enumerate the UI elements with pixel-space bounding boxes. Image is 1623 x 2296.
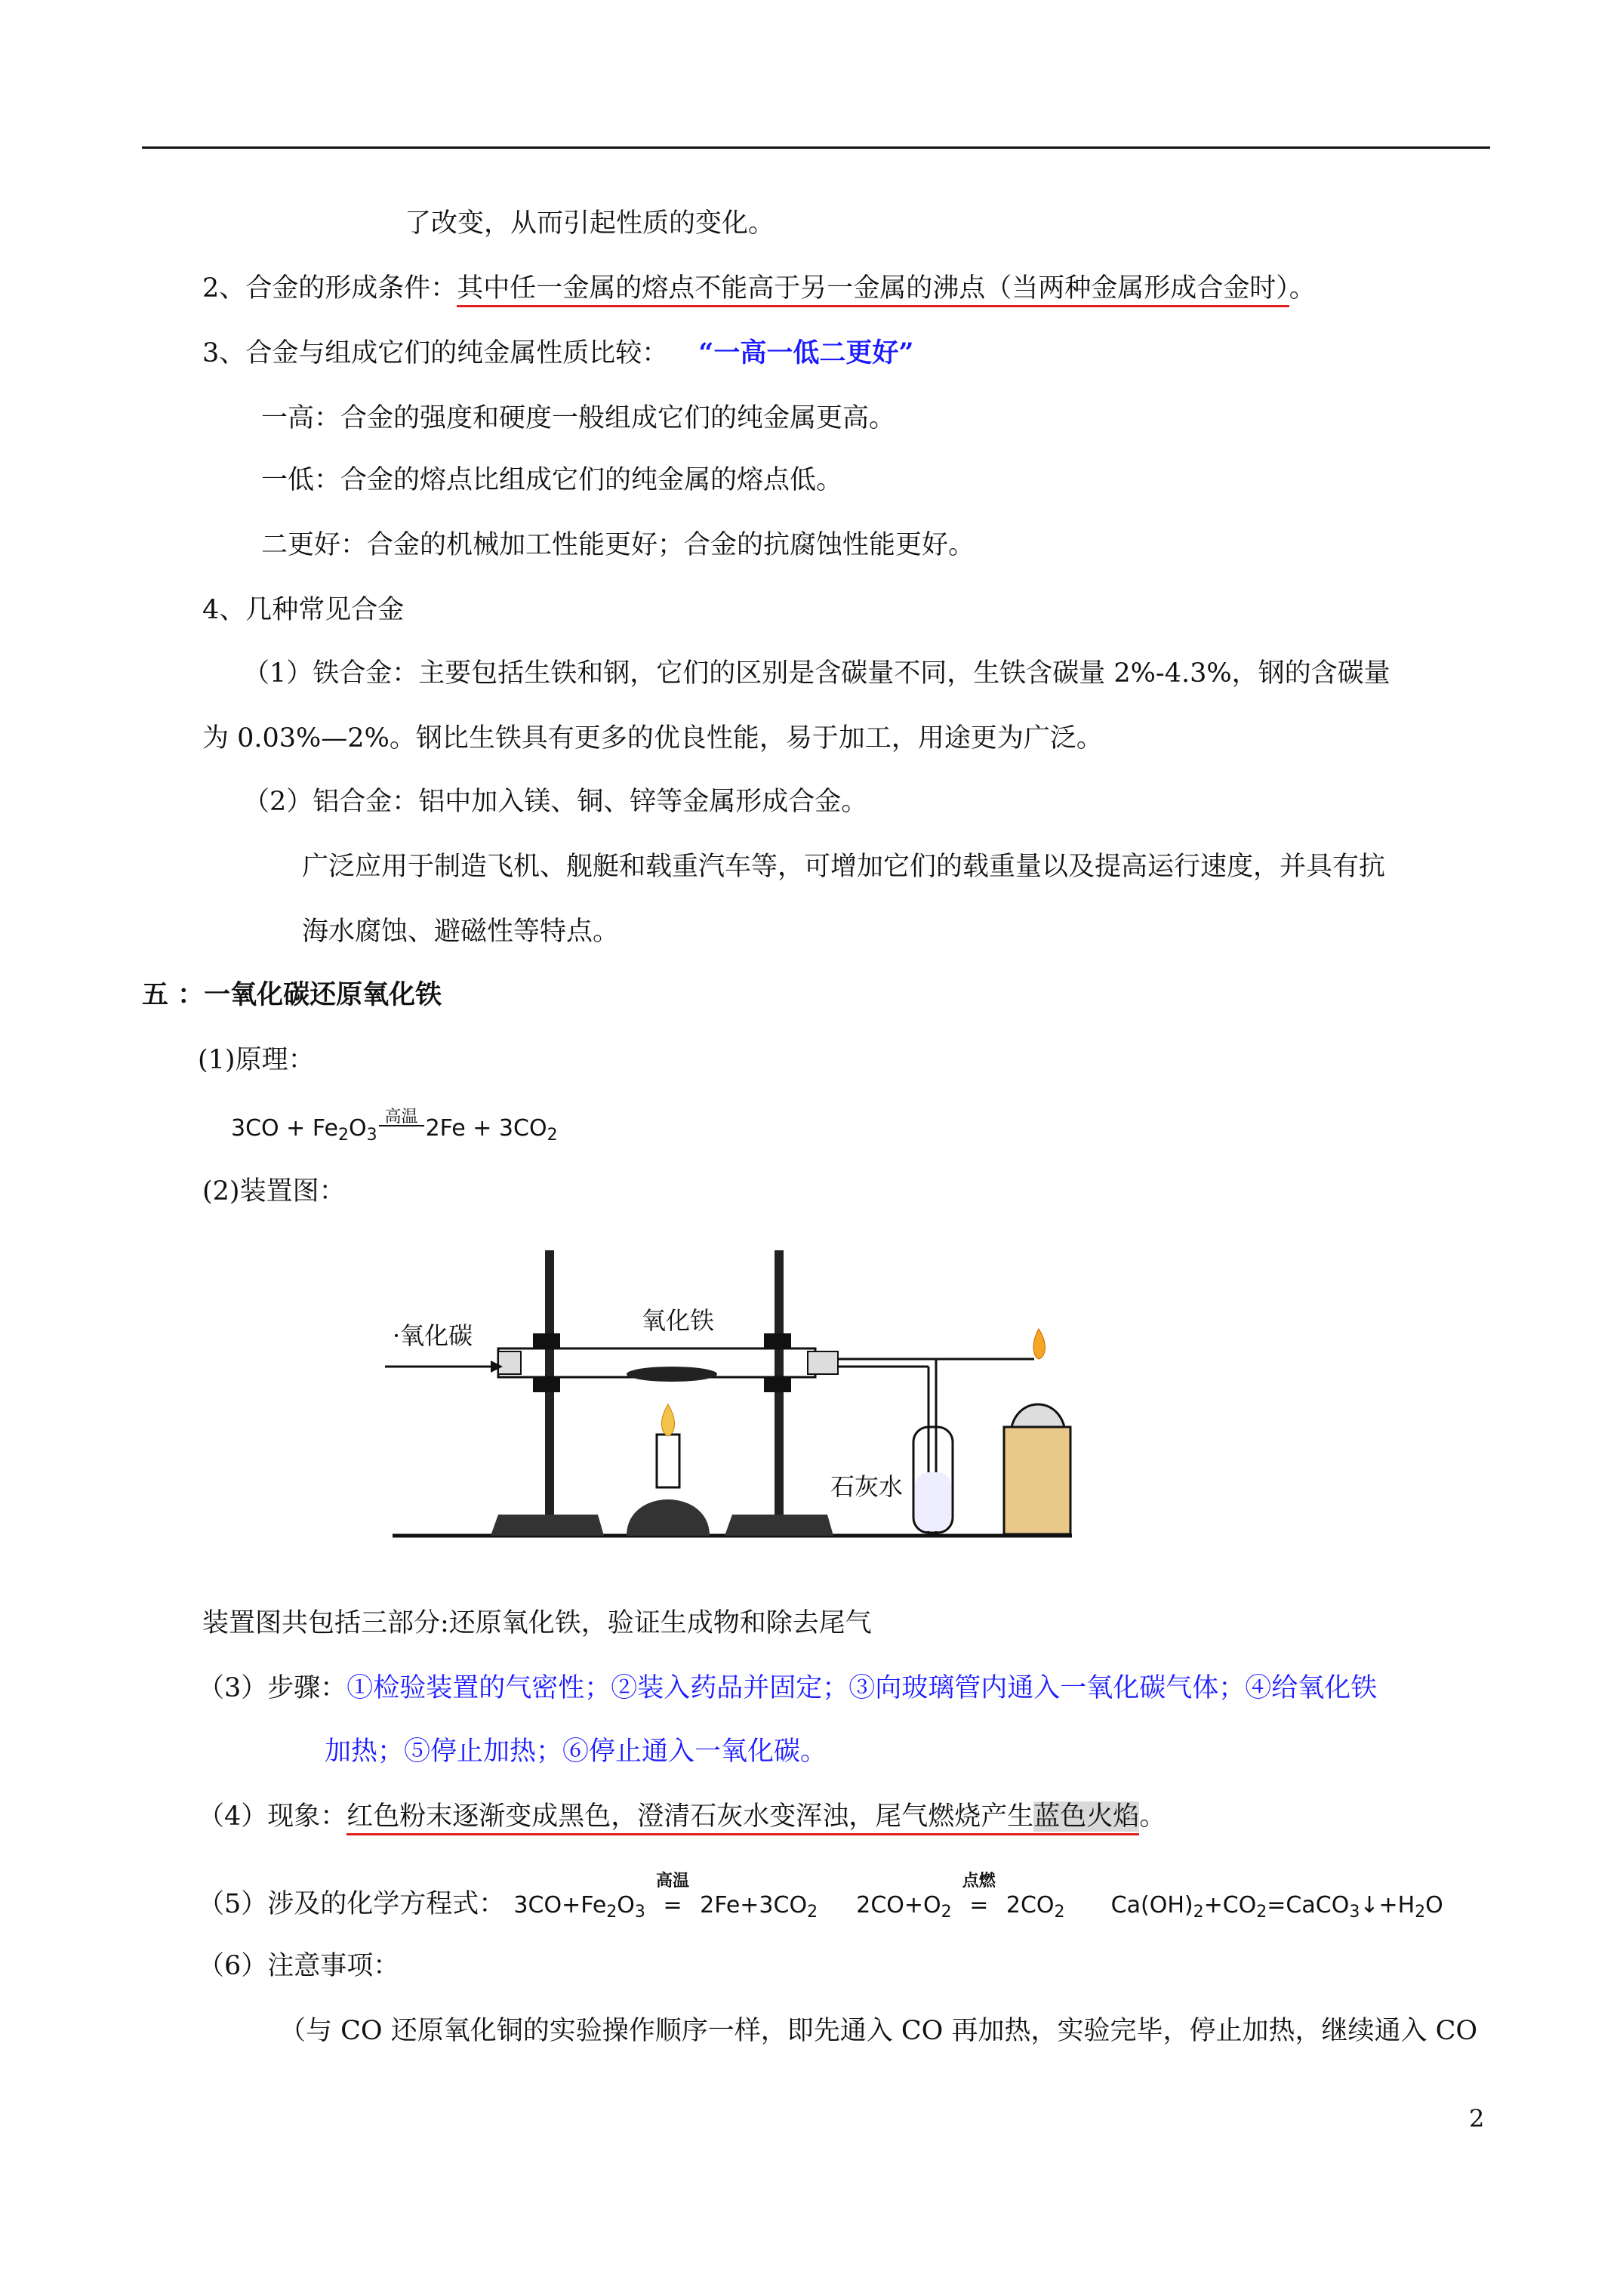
reaction-condition: 高温: [384, 1108, 418, 1126]
item-number-3: 3、合金与组成它们的纯金属性质比较：: [202, 338, 669, 368]
emphasis-phrase: “一高一低二更好”: [698, 337, 914, 368]
eq-term: ↓+H: [1360, 1892, 1415, 1918]
text-line: （1）铁合金：主要包括生铁和钢，它们的区别是含碳量不同，生铁含碳量 2%-4.3%，钢的含碳量: [243, 658, 1390, 689]
iron-oxide-powder: [627, 1367, 717, 1382]
subscript: 2: [1054, 1903, 1065, 1922]
eq-term: Ca(OH): [1110, 1892, 1193, 1918]
subscript: 2: [1256, 1903, 1267, 1922]
lime-water: [915, 1472, 951, 1531]
page-number: 2: [1469, 2104, 1485, 2133]
sub-heading: (2)装置图：: [202, 1176, 346, 1207]
tail-flame: [1033, 1329, 1045, 1359]
right-clamp-bottom: [764, 1377, 791, 1392]
eq-term: O: [348, 1115, 367, 1142]
subscript: 2: [941, 1903, 952, 1922]
eq-term: 2CO: [1006, 1892, 1055, 1918]
eq-sign: =: [969, 1892, 989, 1918]
steps-text-cont: 加热；⑤停止加热；⑥停止通入一氧化碳。: [325, 1737, 827, 1767]
subscript: 3: [1349, 1903, 1360, 1922]
header-rule: [142, 146, 1490, 149]
eq-term: 2Fe+3CO: [700, 1892, 808, 1918]
highlighted-text: 蓝色火焰: [1033, 1801, 1140, 1832]
left-stand-base: [491, 1515, 604, 1536]
equation-2: [856, 1872, 1065, 1922]
subscript: 2: [1193, 1903, 1204, 1922]
equations-line: [198, 1872, 1443, 1929]
eq-term: 2Fe + 3CO: [425, 1115, 547, 1142]
text-line: （2）铝合金：铝中加入镁、铜、锌等金属形成合金。: [243, 787, 868, 817]
step-label: （3）步骤：: [198, 1673, 347, 1703]
label-fe2o3: 氧化铁: [642, 1306, 715, 1335]
underlined-text: [346, 1801, 1139, 1835]
text-line: [198, 1800, 1166, 1833]
alcohol-lamp: [1012, 1404, 1064, 1427]
steps-text: ①检验装置的气密性；②装入药品并固定；③向玻璃管内通入一氧化碳气体；④给氧化铁: [346, 1673, 1378, 1703]
text-line: 了改变，从而引起性质的变化。: [405, 208, 775, 239]
right-clamp-top: [764, 1333, 791, 1348]
phenomenon-label: （4）现象：: [198, 1801, 347, 1832]
sub-heading: (1)原理：: [198, 1045, 315, 1075]
subscript: 3: [366, 1126, 377, 1145]
text-line: 二更好：合金的机械加工性能更好；合金的抗腐蚀性能更好。: [261, 530, 975, 560]
equals-sign: [656, 1872, 690, 1922]
subscript: 3: [634, 1903, 645, 1922]
eq-term: 2CO+O: [856, 1892, 941, 1918]
apparatus-figure: [377, 1246, 1079, 1548]
equations-label: （5）涉及的化学方程式：: [198, 1889, 506, 1919]
text-line: 一高：合金的强度和硬度一般组成它们的纯金属更高。: [261, 403, 896, 433]
subscript: 2: [1415, 1903, 1426, 1922]
reaction-condition: 点燃: [962, 1872, 996, 1891]
text-line: [198, 1672, 1377, 1705]
label-co: ·氧化碳: [393, 1321, 473, 1350]
text-line: 一低：合金的熔点比组成它们的纯金属的熔点低。: [261, 465, 843, 495]
text-line: 海水腐蚀、避磁性等特点。: [302, 917, 620, 947]
eq-term: =CaCO: [1267, 1892, 1350, 1918]
equation-1: [513, 1872, 818, 1922]
burner-chimney: [657, 1435, 679, 1487]
phenomenon-text: 红色粉末逐渐变成黑色，澄清石灰水变浑浊，尾气燃烧产生: [346, 1801, 1034, 1832]
eq-term: +CO: [1203, 1892, 1257, 1918]
subscript: 2: [337, 1126, 349, 1145]
eq-term: 3CO+Fe: [513, 1892, 607, 1918]
text-line: [202, 272, 1316, 305]
left-clamp-bottom: [533, 1377, 560, 1392]
punctuation: 。: [1289, 273, 1316, 304]
eq-sign: =: [663, 1892, 682, 1918]
label-limewater: 石灰水: [830, 1472, 904, 1501]
burner-flame: [661, 1404, 674, 1436]
item-number-2: 2、合金的形成条件：: [202, 273, 457, 304]
text-line: （与 CO 还原氧化铜的实验操作顺序一样，即先通入 CO 再加热，实验完毕，停止加热，继续通入 CO: [279, 2016, 1478, 2046]
subscript: 2: [807, 1903, 818, 1922]
equation-reaction: [231, 1110, 558, 1152]
section-heading: 五 ：一氧化碳还原氧化铁: [142, 979, 442, 1010]
reaction-condition: 高温: [656, 1872, 690, 1891]
section-heading: 4、几种常见合金: [202, 595, 405, 625]
right-stand-base: [725, 1515, 833, 1536]
reaction-arrow: [379, 1110, 424, 1126]
burner-base: [627, 1499, 710, 1536]
text-line: 为 0.03%—2%。钢比生铁具有更多的优良性能，易于加工，用途更为广泛。: [202, 723, 1103, 754]
equals-sign: [962, 1872, 996, 1922]
left-stopper: [498, 1351, 521, 1374]
left-clamp-top: [533, 1333, 560, 1348]
text-line: [202, 337, 914, 370]
eq-term: O: [1425, 1892, 1443, 1918]
right-stopper: [808, 1351, 838, 1374]
eq-term: O: [617, 1892, 635, 1918]
eq-term: 3CO + Fe: [231, 1115, 338, 1142]
subscript: 2: [547, 1126, 558, 1145]
punctuation: 。: [1139, 1801, 1166, 1832]
subscript: 2: [606, 1903, 617, 1922]
underlined-text: 其中任一金属的熔点不能高于另一金属的沸点（当两种金属形成合金时）: [457, 273, 1289, 307]
sub-heading: （6）注意事项：: [198, 1951, 400, 1981]
wooden-block: [1004, 1427, 1070, 1534]
text-line: 装置图共包括三部分:还原氧化铁，验证生成物和除去尾气: [202, 1608, 872, 1638]
equation-3: [1110, 1892, 1443, 1922]
text-line: 广泛应用于制造飞机、舰艇和载重汽车等，可增加它们的载重量以及提高运行速度，并具有抗: [302, 852, 1386, 882]
